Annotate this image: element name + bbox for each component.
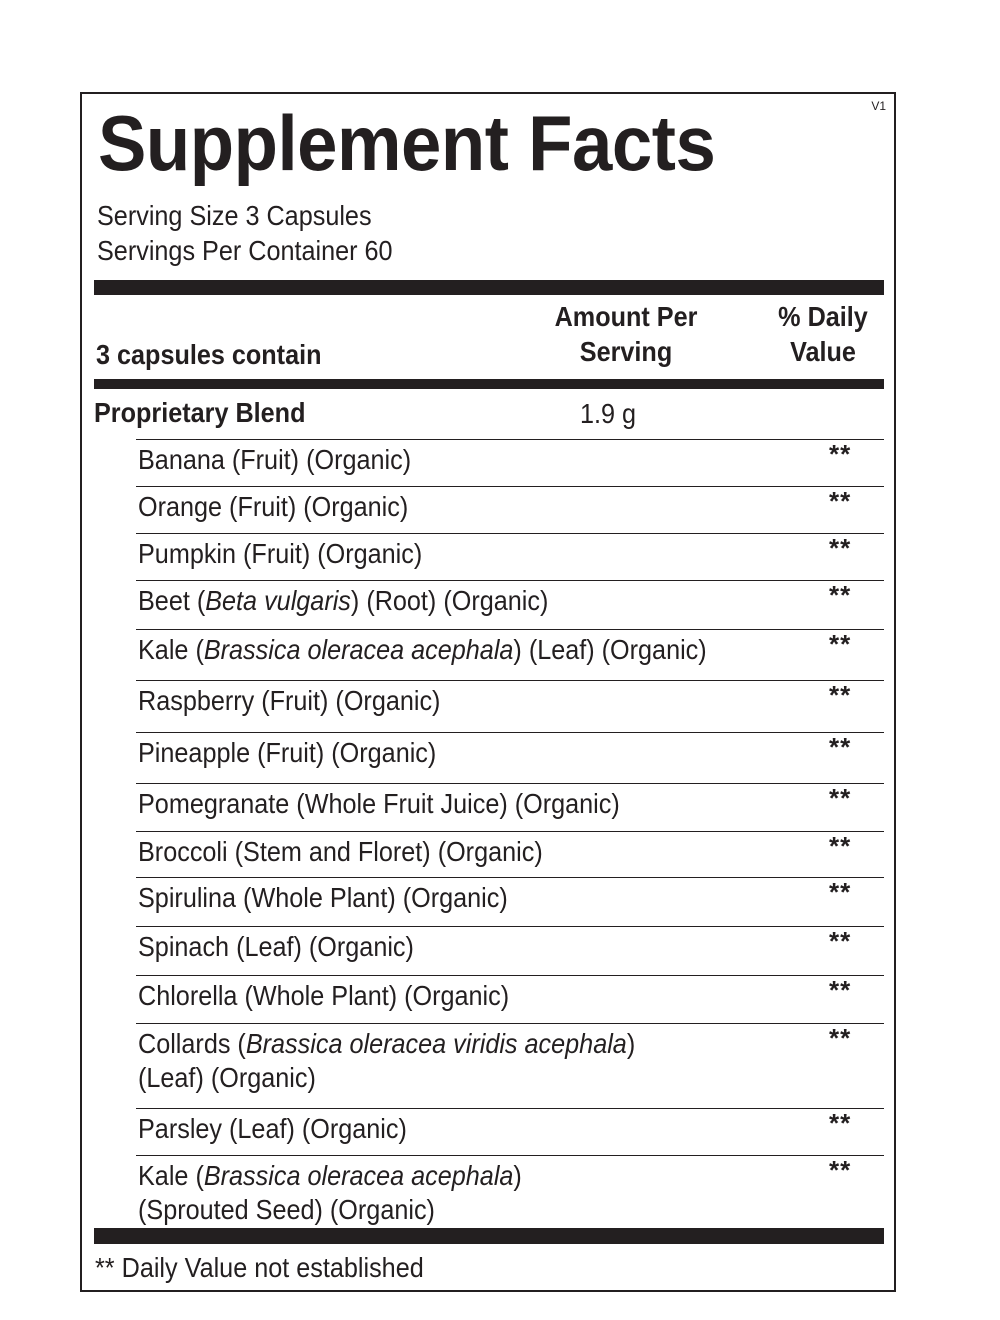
ingredient-list	[82, 439, 894, 1242]
ingredient-name	[138, 1112, 750, 1146]
ingredient-daily-value: **	[829, 1023, 852, 1053]
ingredient-daily-value: **	[829, 580, 852, 610]
ingredient-text: ) (Leaf) (Organic)	[513, 634, 707, 665]
ingredient-row	[136, 1023, 884, 1108]
ingredient-name	[138, 930, 750, 964]
ingredient-text: Kale (	[138, 1160, 204, 1191]
divider-thick-top	[94, 280, 884, 295]
ingredient-daily-value: **	[829, 533, 852, 563]
header-amount-per-serving	[541, 299, 712, 369]
supplement-facts-label	[80, 92, 896, 1292]
ingredient-text: Pomegranate (Whole Fruit Juice) (Organic)	[138, 788, 620, 819]
ingredient-text: Chlorella (Whole Plant) (Organic)	[138, 980, 510, 1011]
divider-thick-header	[94, 379, 884, 389]
ingredient-text: (Sprouted Seed) (Organic)	[138, 1194, 435, 1225]
proprietary-blend-name: Proprietary Blend	[94, 397, 306, 428]
header-capsules-contain: 3 capsules contain	[96, 339, 322, 370]
ingredient-name	[138, 787, 750, 821]
header-amount-line1: Amount Per	[554, 301, 698, 332]
ingredient-text: ) (Root) (Organic)	[350, 585, 549, 616]
ingredient-daily-value: **	[829, 877, 852, 907]
ingredient-row	[136, 439, 884, 486]
ingredient-row	[136, 732, 884, 783]
ingredient-text: Spirulina (Whole Plant) (Organic)	[138, 882, 508, 913]
ingredient-daily-value: **	[829, 439, 852, 469]
serving-size: Serving Size 3 Capsules	[97, 200, 372, 231]
ingredient-name	[138, 835, 750, 869]
ingredient-row	[136, 831, 884, 877]
ingredient-name	[138, 1027, 750, 1095]
ingredient-latin-name: Brassica oleracea acephala	[203, 1160, 514, 1191]
ingredient-name	[138, 633, 750, 667]
ingredient-daily-value: **	[829, 629, 852, 659]
serving-info	[97, 198, 393, 268]
header-daily-value	[765, 299, 882, 369]
ingredient-text: (Leaf) (Organic)	[138, 1062, 316, 1093]
ingredient-daily-value: **	[829, 975, 852, 1005]
divider-thick-bottom	[94, 1228, 884, 1244]
ingredient-daily-value: **	[829, 680, 852, 710]
ingredient-text: Raspberry (Fruit) (Organic)	[138, 685, 441, 716]
ingredient-daily-value: **	[829, 1108, 852, 1138]
header-dv-line1: % Daily	[778, 301, 868, 332]
ingredient-text: Pumpkin (Fruit) (Organic)	[138, 538, 423, 569]
ingredient-name	[138, 979, 750, 1013]
ingredient-row	[136, 975, 884, 1023]
ingredient-daily-value: **	[829, 783, 852, 813]
ingredient-name	[138, 537, 750, 571]
ingredient-daily-value: **	[829, 1155, 852, 1185]
ingredient-text: Banana (Fruit) (Organic)	[138, 444, 412, 475]
ingredient-text: Beet (	[138, 585, 206, 616]
ingredient-row	[136, 629, 884, 680]
ingredient-text: Spinach (Leaf) (Organic)	[138, 931, 414, 962]
header-dv-line2: Value	[790, 336, 856, 367]
label-title: Supplement Facts	[98, 99, 716, 187]
ingredient-name	[138, 881, 750, 915]
ingredient-text: Collards (	[138, 1028, 246, 1059]
ingredient-daily-value: **	[829, 926, 852, 956]
ingredient-name	[138, 490, 750, 524]
ingredient-text: Parsley (Leaf) (Organic)	[138, 1113, 407, 1144]
ingredient-text: )	[626, 1028, 636, 1059]
ingredient-row	[136, 877, 884, 926]
ingredient-name	[138, 584, 750, 618]
version-tag: V1	[871, 99, 886, 113]
ingredient-text: Broccoli (Stem and Floret) (Organic)	[138, 836, 543, 867]
ingredient-row	[136, 783, 884, 831]
ingredient-row	[136, 680, 884, 732]
ingredient-text: Orange (Fruit) (Organic)	[138, 491, 409, 522]
ingredient-row	[136, 486, 884, 533]
ingredient-name	[138, 736, 750, 770]
ingredient-text: )	[513, 1160, 522, 1191]
ingredient-latin-name: Beta vulgaris	[205, 585, 351, 616]
ingredient-name	[138, 1159, 750, 1227]
ingredient-row	[136, 1108, 884, 1155]
ingredient-row	[136, 926, 884, 975]
ingredient-name	[138, 684, 750, 718]
ingredient-row	[136, 533, 884, 580]
ingredient-text: Pineapple (Fruit) (Organic)	[138, 737, 437, 768]
ingredient-latin-name: Brassica oleracea viridis acephala	[245, 1028, 627, 1059]
footnote: ** Daily Value not established	[95, 1252, 424, 1283]
ingredient-name	[138, 443, 750, 477]
ingredient-row	[136, 580, 884, 629]
servings-per-container: Servings Per Container 60	[97, 235, 393, 266]
ingredient-daily-value: **	[829, 486, 852, 516]
ingredient-text: Kale (	[138, 634, 204, 665]
header-amount-line2: Serving	[579, 336, 673, 367]
ingredient-daily-value: **	[829, 831, 852, 861]
ingredient-latin-name: Brassica oleracea acephala	[203, 634, 514, 665]
ingredient-daily-value: **	[829, 732, 852, 762]
proprietary-blend-amount: 1.9 g	[580, 398, 637, 429]
